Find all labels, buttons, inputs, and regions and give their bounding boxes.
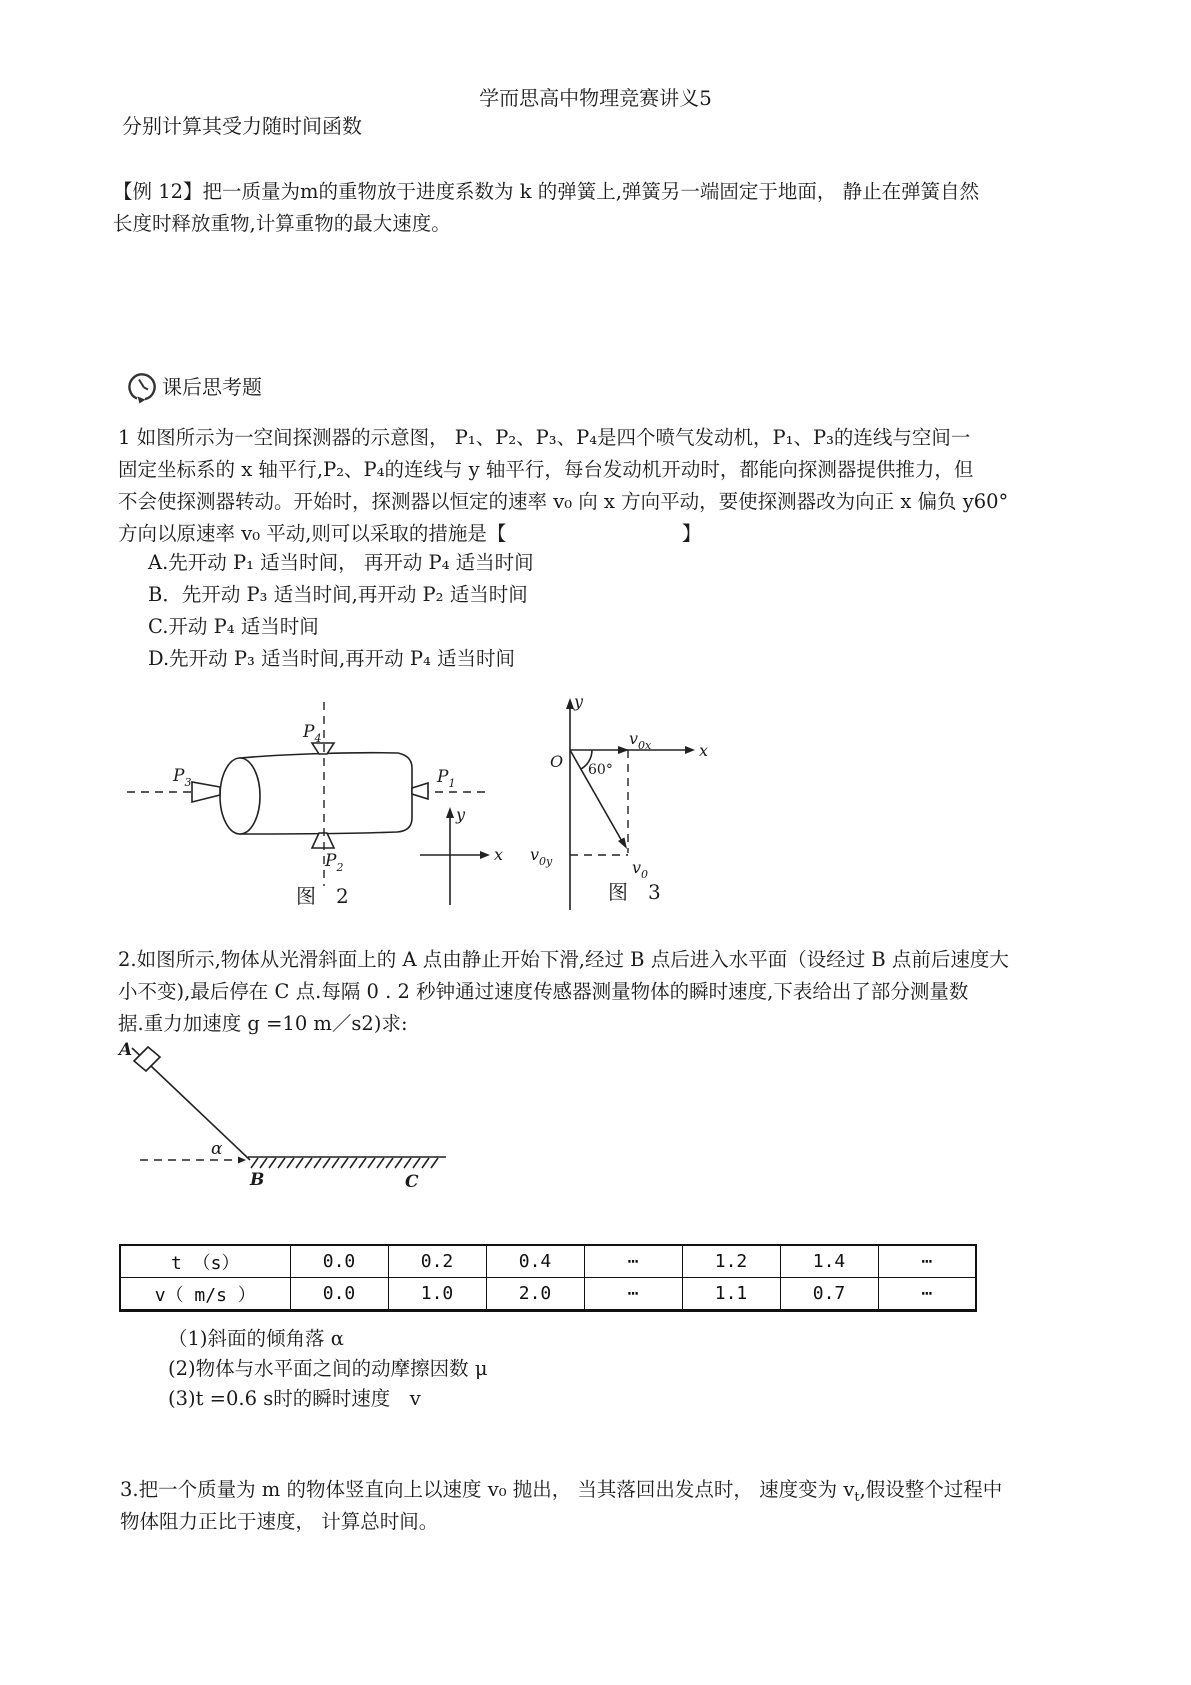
homework-heading <box>124 368 262 406</box>
intro-line: 分别计算其受力随时间函数 <box>122 114 362 138</box>
vt-subscript: t <box>854 1489 860 1505</box>
question-2 <box>118 944 1018 1040</box>
subquestion-2: (2)物体与水平面之间的动摩擦因数 μ <box>168 1357 488 1380</box>
table-cell: 1.0 <box>388 1278 486 1311</box>
clock-history-icon <box>124 368 162 406</box>
table-cell: 2.0 <box>486 1278 584 1311</box>
table-cell: ⋯ <box>878 1278 976 1311</box>
subquestion-3: (3)t =0.6 s时的瞬时速度 v <box>168 1387 421 1410</box>
example-line: 长度时释放重物,计算重物的最大速度。 <box>113 212 451 235</box>
ground-hatching <box>251 1158 438 1168</box>
question-2-line: 据.重力加速度 g =10 m／s2)求: <box>118 1012 408 1035</box>
table-cell: t （s） <box>120 1245 290 1278</box>
alpha-label: α <box>211 1139 223 1159</box>
table-cell: ⋯ <box>584 1245 682 1278</box>
table-cell: v（ m/s ） <box>120 1278 290 1311</box>
incline-figure <box>112 1035 472 1197</box>
nozzle-p3 <box>192 782 220 802</box>
measurement-table <box>119 1244 977 1312</box>
dashed-arrowhead <box>238 1157 246 1164</box>
origin-label: O <box>550 752 564 771</box>
example-12 <box>113 176 1013 240</box>
question-1-line: 不会使探测器转动。开始时，探测器以恒定的速率 v₀ 向 x 方向平动，要使探测器改为向正 x 偏负 y60° <box>118 490 1009 513</box>
question-3 <box>120 1474 1020 1538</box>
question-2-line: 小不变),最后停在 C 点.每隔 0 . 2 秒钟通过速度传感器测量物体的瞬时速度,下表给出了部分测量数 <box>118 980 969 1003</box>
table-cell: 0.2 <box>388 1245 486 1278</box>
v0x-label: $v_{0x}$ <box>629 729 652 752</box>
nozzle-p2 <box>312 833 334 848</box>
nozzle-p1 <box>412 783 428 799</box>
point-a-label: A <box>119 1040 133 1060</box>
question-2-subquestions <box>168 1324 488 1414</box>
v0y-label: $v_{0y}$ <box>530 845 553 868</box>
table-cell: 0.4 <box>486 1245 584 1278</box>
axis-x-label: x <box>699 741 709 760</box>
point-c-label: C <box>405 1172 419 1192</box>
question-3-text-pre: 3.把一个质量为 m 的物体竖直向上以速度 v₀ 抛出， 当其落回出发点时， 速度变为 v <box>120 1478 855 1501</box>
p4-label: $P_4$ <box>303 722 322 745</box>
subquestion-1: （1)斜面的倾角落 α <box>168 1327 344 1350</box>
angle-label: 60° <box>588 762 613 778</box>
figure-3-caption: 图 3 <box>608 880 661 904</box>
cylinder-body <box>240 753 412 834</box>
table-cell: 1.2 <box>682 1245 780 1278</box>
table-cell: ⋯ <box>584 1278 682 1311</box>
question-2-line: 2.如图所示,物体从光滑斜面上的 A 点由静止开始下滑,经过 B 点后进入水平面（设经过 B 点前后速度大 <box>118 948 1009 971</box>
axis-y-label: y <box>456 805 466 824</box>
option-d: D.先开动 P₃ 适当时间,再开动 P₄ 适当时间 <box>148 647 516 670</box>
question-3-line: 物体阻力正比于速度， 计算总时间。 <box>120 1510 439 1533</box>
option-b: B．先开动 P₃ 适当时间,再开动 P₂ 适当时间 <box>148 583 528 606</box>
question-1-options <box>148 547 848 675</box>
option-a: A.先开动 P₁ 适当时间， 再开动 P₄ 适当时间 <box>148 551 534 574</box>
axis-x-label: x <box>494 845 504 864</box>
table-row-time <box>120 1245 976 1278</box>
question-3-line <box>120 1474 1020 1506</box>
homework-heading-label: 课后思考题 <box>162 375 262 399</box>
block-on-incline <box>134 1047 160 1071</box>
cylinder-left-face <box>220 758 260 834</box>
question-1 <box>118 422 1018 550</box>
question-1-line: 方向以原速率 v₀ 平动,则可以采取的措施是【 】 <box>118 522 702 545</box>
example-line: 【例 12】把一质量为m的重物放于进度系数为 k 的弹簧上,弹簧另一端固定于地面， 静止在弹簧自然 <box>113 180 980 203</box>
question-1-line: 固定坐标系的 x 轴平行,P₂、P₄的连线与 y 轴平行，每台发动机开动时，都能向探测器提供推力，但 <box>118 458 974 481</box>
figure-2-caption: 图 2 <box>296 884 349 908</box>
v0-label: $v_0$ <box>632 858 649 881</box>
option-c: C.开动 P₄ 适当时间 <box>148 615 319 638</box>
table-cell: 0.7 <box>780 1278 878 1311</box>
question-3-text-post: ,假设整个过程中 <box>859 1478 1003 1501</box>
table-cell: 0.0 <box>290 1245 388 1278</box>
question-1-line: 1 如图所示为一空间探测器的示意图， P₁、P₂、P₃、P₄是四个喷气发动机，P₁、P₃的连线与空间一 <box>118 426 971 449</box>
table-cell: 1.1 <box>682 1278 780 1311</box>
point-b-label: B <box>250 1170 265 1190</box>
table-row-velocity <box>120 1278 976 1311</box>
table-cell: 1.4 <box>780 1245 878 1278</box>
table-cell: ⋯ <box>878 1245 976 1278</box>
table-cell: 0.0 <box>290 1278 388 1311</box>
page-title: 学而思高中物理竞赛讲义5 <box>479 86 712 110</box>
axis-y-label: y <box>574 692 584 711</box>
p1-label: $P_1$ <box>437 767 456 790</box>
p3-label: $P_3$ <box>173 766 192 789</box>
p2-label: $P_2$ <box>325 851 344 874</box>
